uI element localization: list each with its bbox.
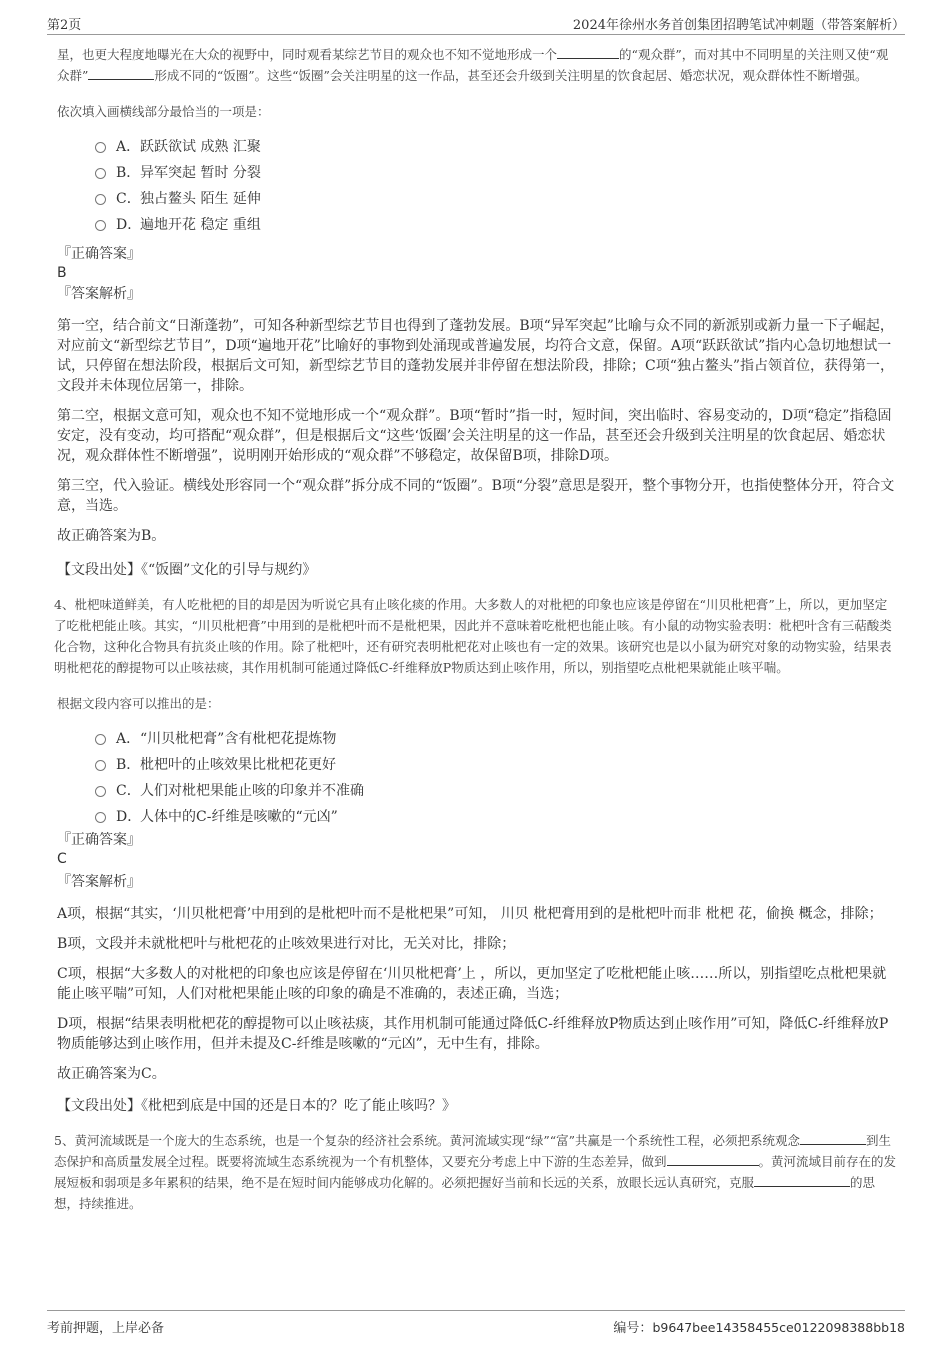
radio-icon[interactable] <box>95 812 106 823</box>
document-id: 编号：b9647bee14358455ce0122098388bb18 <box>613 1320 905 1336</box>
q3-passage: 星，也更大程度地曝光在大众的视野中，同时观看某综艺节目的观众也不知不觉地形成一个 的“观众群”，而对其中不同明星的关注则又使“观众群” 形成不同的“饭圈”。这些“饭圈”会关注明星的这一作品，甚至还会升级到关注明星的饮食起居、婚恋状况，观众群体性不断增强。 <box>57 47 889 83</box>
blank-line <box>88 68 154 80</box>
analysis-label: 『答案解析』 <box>57 874 141 890</box>
analysis-paragraph: 第二空，根据文意可知，观众也不知不觉地形成一个“观众群”。B项“暂时”指一时，短时间，突出临时、容易变动的，D项“稳定”指稳固安定，没有变动，均可搭配“观众群”，但是根据后文“这些‘饭圈’会关注明星的这一作品，甚至还会升级到关注明星的饮食起居、婚恋状况，观众群体性不断增强”，说明刚开始形成的“观众群”不够稳定，故保留B项，排除D项。 <box>57 408 892 464</box>
radio-icon[interactable] <box>95 760 106 771</box>
analysis-paragraph: C项，根据“大多数人的对枇杷的印象也应该是停留在‘川贝枇杷膏’上 ，所以，更加坚定了吃枇杷能止咳……所以，别指望吃点枇杷果就能止咳平喘”可知，人们对枇杷果能止咳的印象的确是不准确的，表述正确，当选； <box>57 966 887 1002</box>
analysis-paragraph: A项，根据“其实，‘川贝枇杷膏’中用到的是枇杷叶而不是枇杷果”可知， 川贝 枇杷膏用到的是枇杷叶而非 枇杷 花，偷换 概念，排除； <box>57 906 883 922</box>
analysis-paragraph: B项，文段并未就枇杷叶与枇杷花的止咳效果进行对比，无关对比，排除； <box>57 936 516 952</box>
q4-prompt: 根据文段内容可以推出的是： <box>57 696 220 711</box>
blank-line <box>754 1175 850 1187</box>
blank-line <box>800 1133 866 1145</box>
option-a[interactable]: A． “川贝枇杷膏”含有枇杷花提炼物 <box>95 726 897 752</box>
radio-icon[interactable] <box>95 194 106 205</box>
analysis-paragraph: D项，根据“结果表明枇杷花的醇提物可以止咳祛痰，其作用机制可能通过降低C-纤维释放P物质达到止咳作用”可知，降低C-纤维释放P物质能够达到止咳作用，但并未提及C-纤维是咳嗽的“元凶”，无中生有，排除。 <box>57 1016 889 1052</box>
analysis-label: 『答案解析』 <box>57 286 141 302</box>
blank-line <box>667 1154 759 1166</box>
radio-icon[interactable] <box>95 168 106 179</box>
source-citation: 【文段出处】《“饭圈”文化的引导与规约》 <box>57 562 317 578</box>
document-title: 2024年徐州水务首创集团招聘笔试冲刺题（带答案解析） <box>572 18 905 33</box>
radio-icon[interactable] <box>95 220 106 231</box>
radio-icon[interactable] <box>95 786 106 797</box>
q4-options <box>95 726 897 830</box>
footer-slogan: 考前押题，上岸必备 <box>47 1321 165 1336</box>
option-a[interactable]: A． 跃跃欲试 成熟 汇聚 <box>95 134 897 160</box>
radio-icon[interactable] <box>95 142 106 153</box>
q4-passage: 4、枇杷味道鲜美，有人吃枇杷的目的却是因为听说它具有止咳化痰的作用。大多数人的对枇杷的印象也应该是停留在“川贝枇杷膏”上，所以，更加坚定了吃枇杷能止咳。其实，“川贝枇杷膏”中用到的是枇杷叶而不是枇杷果，因此并不意味着吃枇杷也能止咳。有小鼠的动物实验表明：枇杷叶含有三萜酸类化合物，这种化合物具有抗炎止咳的作用。除了枇杷叶，还有研究表明枇杷花对止咳也有一定的效果。该研究也是以小鼠为研究对象的动物实验，结果表明枇杷花的醇提物可以止咳祛痰，其作用机制可能通过降低C-纤维释放P物质达到止咳作用，所以，别指望吃点枇杷果就能止咳平喘。 <box>54 597 892 675</box>
analysis-conclusion: 故正确答案为B。 <box>57 528 166 544</box>
correct-answer-label: 『正确答案』 <box>57 832 141 848</box>
q3-options <box>95 134 897 238</box>
analysis-conclusion: 故正确答案为C。 <box>57 1066 166 1082</box>
option-b[interactable]: B． 异军突起 暂时 分裂 <box>95 160 897 186</box>
page-footer <box>47 1310 905 1337</box>
analysis-paragraph: 第一空，结合前文“日渐蓬勃”，可知各种新型综艺节目也得到了蓬勃发展。B项“异军突起”比喻与众不同的新派别或新力量一下子崛起，对应前文“新型综艺节目”，D项“遍地开花”比喻好的事物到处涌现或普遍发展，均符合文意，保留。A项“跃跃欲试”指内心急切地想试一试，只停留在想法阶段，根据后文可知，新型综艺节目的蓬勃发展并非停留在想法阶段，排除；C项“独占鳌头”指占领首位，获得第一，文段并未体现位居第一，排除。 <box>57 318 895 394</box>
q5-passage: 5、黄河流域既是一个庞大的生态系统，也是一个复杂的经济社会系统。黄河流域实现“绿”“富”共赢是一个系统性工程，必须把系统观念 到生态保护和高质量发展全过程。既要将流域生态系统视为一个有机整体，又要充分考虑上中下游的生态差异，做到 。黄河流域目前存在的发展短板和弱项是多年累积的结果，绝不是在短时间内能够成功化解的。必须把握好当前和长远的关系，放眼长远认真研究，克服 的思想，持续推进。 <box>54 1133 897 1211</box>
source-citation: 【文段出处】《枇杷到底是中国的还是日本的？吃了能止咳吗？》 <box>57 1098 456 1114</box>
blank-line <box>557 47 619 59</box>
correct-answer: B <box>57 265 67 281</box>
page-header <box>47 12 905 35</box>
main-content <box>54 44 897 1214</box>
option-b[interactable]: B． 枇杷叶的止咳效果比枇杷花更好 <box>95 752 897 778</box>
correct-answer: C <box>57 851 67 867</box>
page-number: 第2页 <box>47 18 82 33</box>
radio-icon[interactable] <box>95 734 106 745</box>
option-c[interactable]: C． 人们对枇杷果能止咳的印象并不准确 <box>95 778 897 804</box>
correct-answer-label: 『正确答案』 <box>57 246 141 262</box>
option-d[interactable]: D． 人体中的C-纤维是咳嗽的“元凶” <box>95 804 897 830</box>
q3-prompt: 依次填入画横线部分最恰当的一项是： <box>57 104 270 119</box>
analysis-paragraph: 第三空，代入验证。横线处形容同一个“观众群”拆分成不同的“饭圈”。B项“分裂”意思是裂开，整个事物分开，也指使整体分开，符合文意，当选。 <box>57 478 895 514</box>
option-d[interactable]: D． 遍地开花 稳定 重组 <box>95 212 897 238</box>
option-c[interactable]: C． 独占鳌头 陌生 延伸 <box>95 186 897 212</box>
